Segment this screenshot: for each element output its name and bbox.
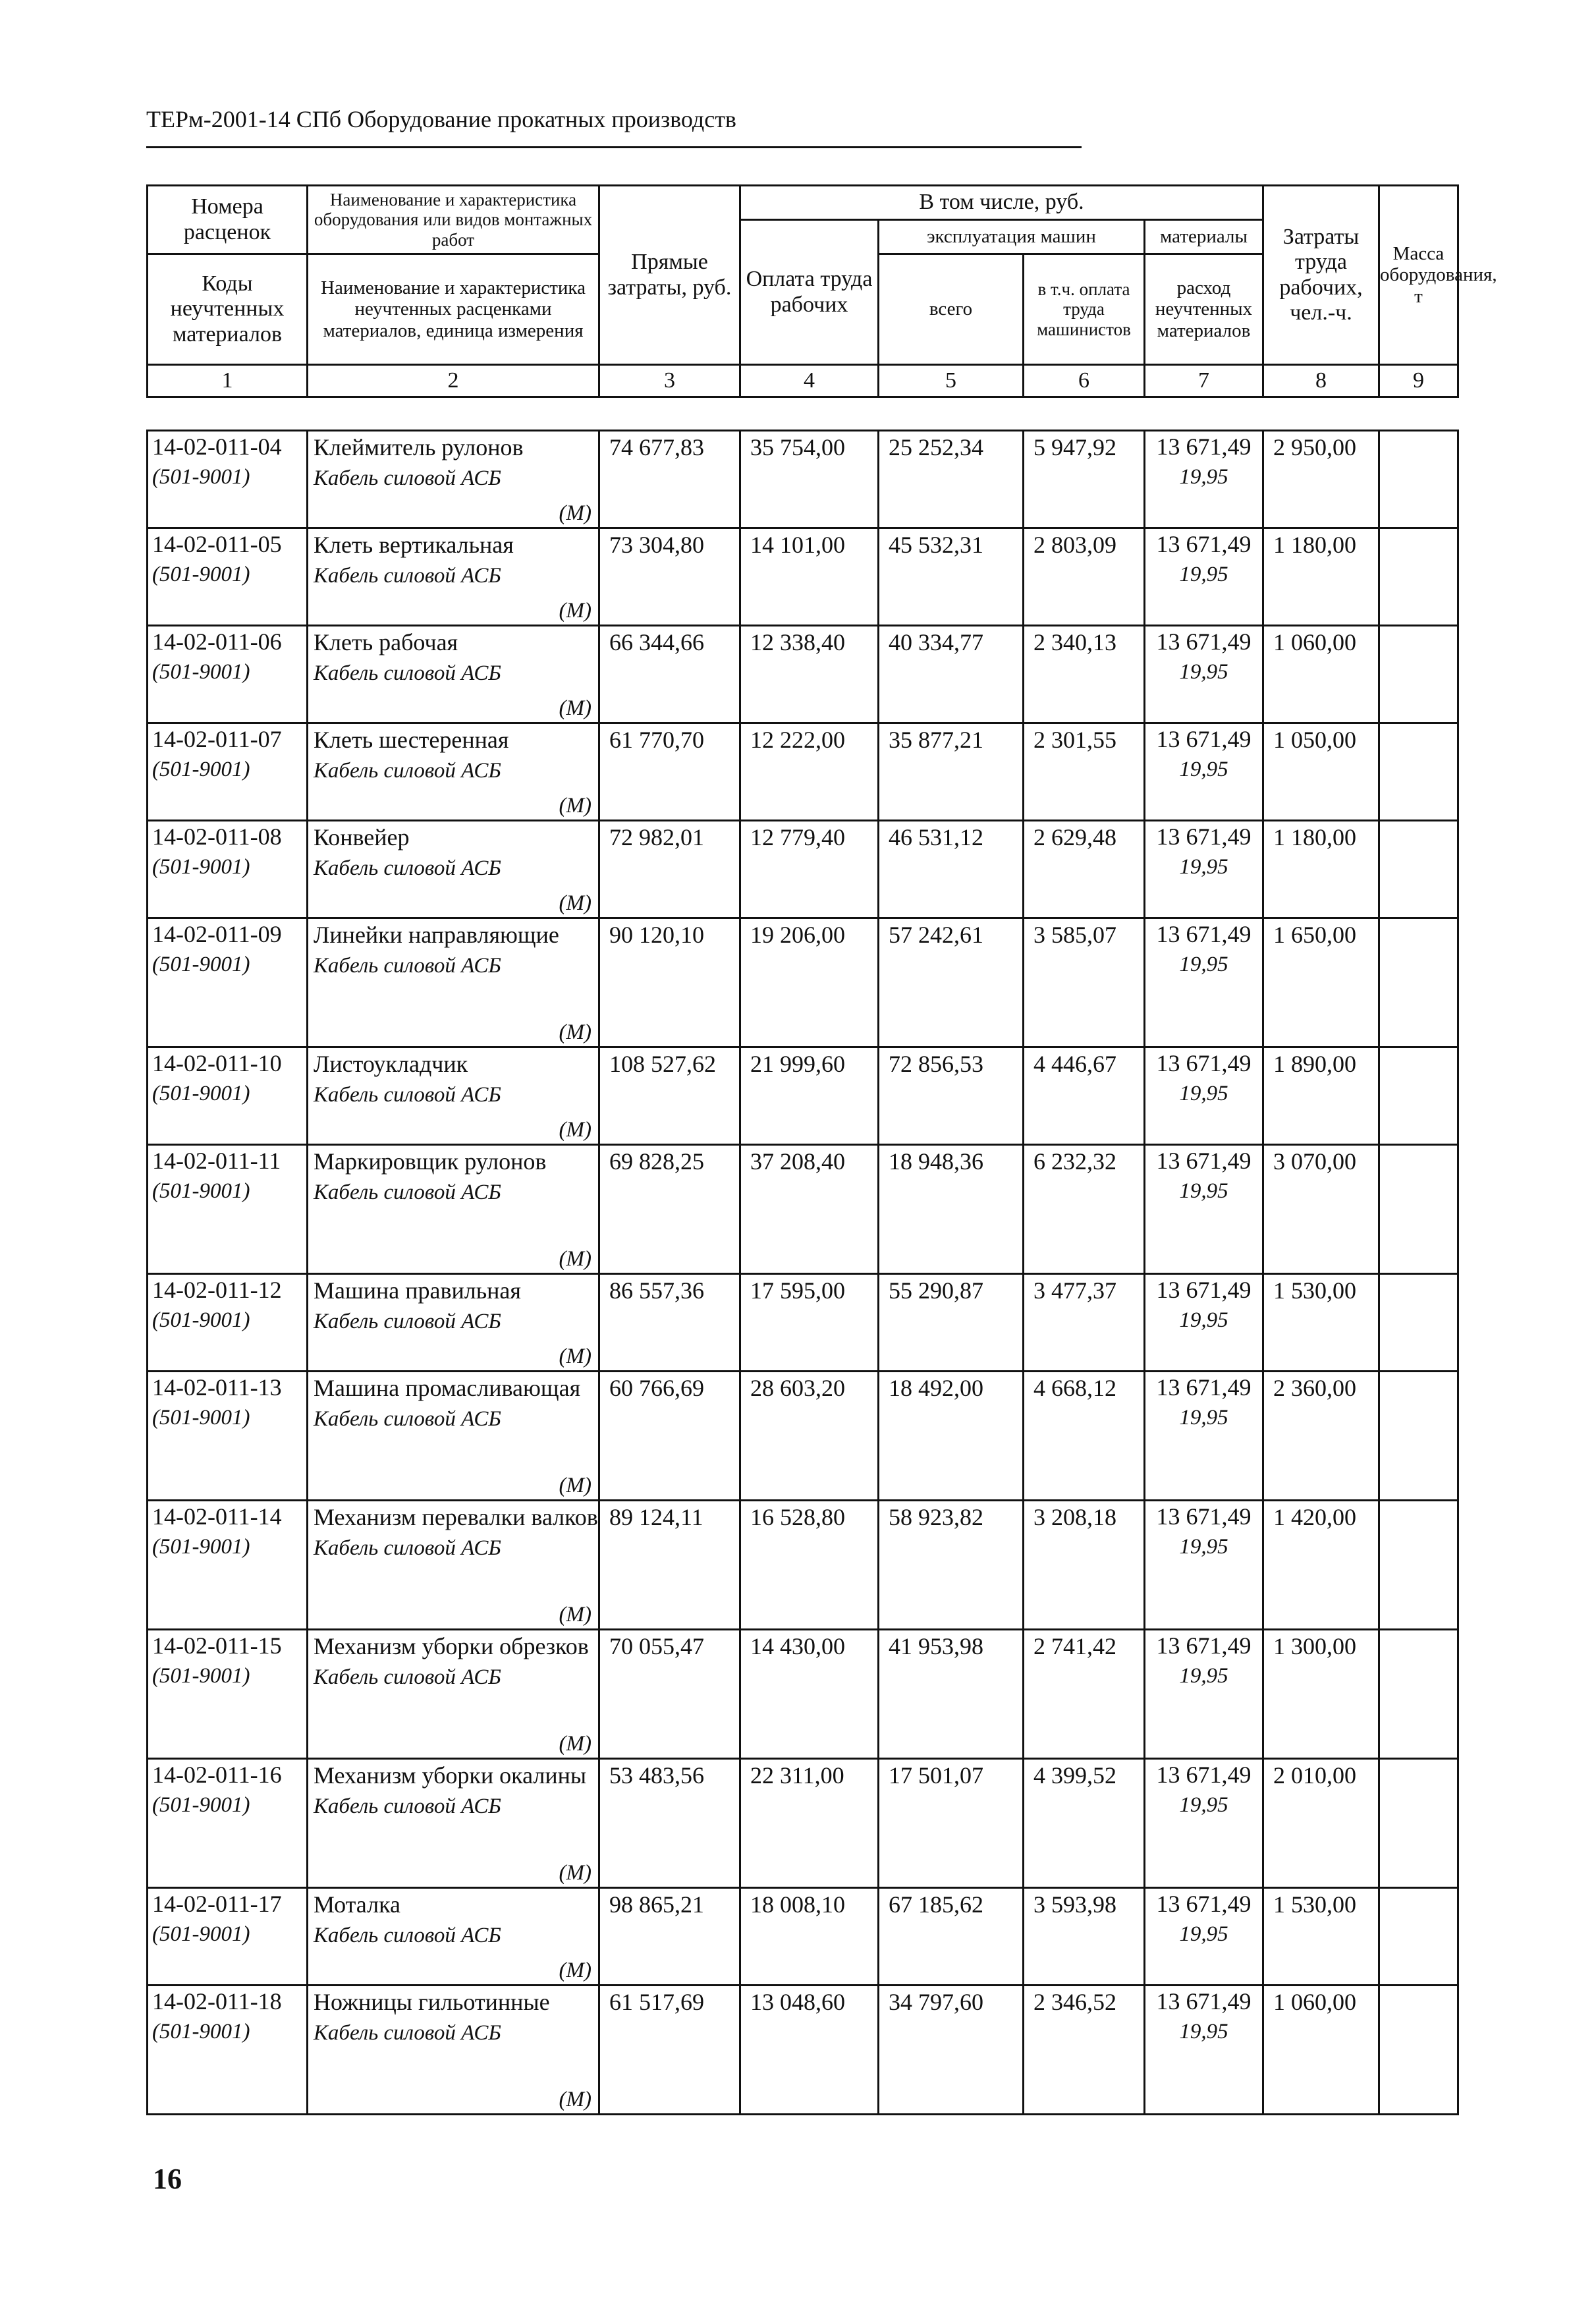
equipment-name: Механизм уборки обрезков xyxy=(314,1633,589,1659)
col-number: 2 xyxy=(308,365,599,397)
materials-cost: 13 671,49 xyxy=(1156,1632,1252,1659)
rate-code: 14-02-011-17 xyxy=(152,1891,282,1917)
rate-code-cell xyxy=(148,1759,308,1888)
header-machine-total: всего xyxy=(879,254,1024,365)
direct-costs: 60 766,69 xyxy=(599,1372,740,1501)
col-number: 1 xyxy=(148,365,308,397)
name-cell xyxy=(308,918,599,1047)
material-unit: (М) xyxy=(559,599,592,623)
machinist-pay: 2 741,42 xyxy=(1024,1630,1145,1759)
header-material-codes: Коды неучтенных материалов xyxy=(148,254,308,365)
material-quantity: 19,95 xyxy=(1179,1406,1228,1430)
material-name: Кабель силовой АСБ xyxy=(314,1665,501,1689)
workers-pay: 12 222,00 xyxy=(740,723,879,821)
materials-cost: 13 671,49 xyxy=(1156,1277,1252,1303)
table-row xyxy=(148,1145,1458,1274)
material-name: Кабель силовой АСБ xyxy=(314,1310,501,1333)
equipment-mass xyxy=(1379,1047,1458,1145)
workers-pay: 14 101,00 xyxy=(740,528,879,626)
table-row xyxy=(148,431,1458,528)
equipment-mass xyxy=(1379,1372,1458,1501)
material-unit: (М) xyxy=(559,1247,592,1271)
labor-hours: 1 060,00 xyxy=(1263,626,1379,723)
rate-code: 14-02-011-15 xyxy=(152,1632,282,1659)
header-equipment-mass: Масса оборудования, т xyxy=(1379,186,1458,365)
machine-total: 17 501,07 xyxy=(879,1759,1024,1888)
name-cell xyxy=(308,1759,599,1888)
materials-cell xyxy=(1145,1274,1263,1372)
material-code: (501-9001) xyxy=(152,758,250,781)
name-cell xyxy=(308,1888,599,1986)
direct-costs: 98 865,21 xyxy=(599,1888,740,1986)
table-row xyxy=(148,1888,1458,1986)
table-row xyxy=(148,1274,1458,1372)
direct-costs: 108 527,62 xyxy=(599,1047,740,1145)
table-row xyxy=(148,821,1458,918)
materials-cell xyxy=(1145,1145,1263,1274)
material-name: Кабель силовой АСБ xyxy=(314,1536,501,1560)
material-name: Кабель силовой АСБ xyxy=(314,661,501,685)
col-number: 3 xyxy=(599,365,740,397)
equipment-mass xyxy=(1379,431,1458,528)
col-number: 9 xyxy=(1379,365,1458,397)
materials-cell xyxy=(1145,1630,1263,1759)
equipment-name: Конвейер xyxy=(314,824,410,850)
workers-pay: 13 048,60 xyxy=(740,1986,879,2115)
direct-costs: 90 120,10 xyxy=(599,918,740,1047)
header-including: В том числе, руб. xyxy=(740,186,1263,220)
rate-code-cell xyxy=(148,918,308,1047)
labor-hours: 1 650,00 xyxy=(1263,918,1379,1047)
material-name: Кабель силовой АСБ xyxy=(314,2021,501,2045)
equipment-name: Маркировщик рулонов xyxy=(314,1148,547,1175)
material-quantity: 19,95 xyxy=(1179,758,1228,781)
name-cell xyxy=(308,1501,599,1630)
machinist-pay: 5 947,92 xyxy=(1024,431,1145,528)
col-number: 8 xyxy=(1263,365,1379,397)
table-header xyxy=(146,184,1497,398)
table-row xyxy=(148,1986,1458,2115)
direct-costs: 66 344,66 xyxy=(599,626,740,723)
direct-costs: 73 304,80 xyxy=(599,528,740,626)
equipment-name: Механизм перевалки валков xyxy=(314,1504,598,1530)
material-quantity: 19,95 xyxy=(1179,1535,1228,1559)
workers-pay: 22 311,00 xyxy=(740,1759,879,1888)
header-machine-operation: эксплуатация машин xyxy=(879,220,1145,254)
materials-cost: 13 671,49 xyxy=(1156,433,1252,460)
name-cell xyxy=(308,1145,599,1274)
equipment-mass xyxy=(1379,1274,1458,1372)
rate-code-cell xyxy=(148,1630,308,1759)
machinist-pay: 3 593,98 xyxy=(1024,1888,1145,1986)
materials-cell xyxy=(1145,528,1263,626)
machine-total: 55 290,87 xyxy=(879,1274,1024,1372)
material-code: (501-9001) xyxy=(152,465,250,489)
material-unit: (М) xyxy=(559,1861,592,1885)
materials-cell xyxy=(1145,918,1263,1047)
rate-code: 14-02-011-10 xyxy=(152,1050,282,1076)
header-material-names: Наименование и характеристика неучтенных расценками материалов, единица измерения xyxy=(308,254,599,365)
materials-cell xyxy=(1145,723,1263,821)
machinist-pay: 2 301,55 xyxy=(1024,723,1145,821)
workers-pay: 19 206,00 xyxy=(740,918,879,1047)
rate-code: 14-02-011-05 xyxy=(152,531,282,557)
material-quantity: 19,95 xyxy=(1179,1922,1228,1946)
table-row xyxy=(148,528,1458,626)
name-cell xyxy=(308,723,599,821)
equipment-name: Клеймитель рулонов xyxy=(314,434,524,460)
equipment-mass xyxy=(1379,1630,1458,1759)
machinist-pay: 4 399,52 xyxy=(1024,1759,1145,1888)
rate-code-cell xyxy=(148,1274,308,1372)
col-number: 6 xyxy=(1024,365,1145,397)
material-quantity: 19,95 xyxy=(1179,1308,1228,1332)
header-unaccounted-materials: расход неучтенных материалов xyxy=(1145,254,1263,365)
rate-code-cell xyxy=(148,1047,308,1145)
materials-cell xyxy=(1145,1047,1263,1145)
material-code: (501-9001) xyxy=(152,563,250,586)
material-name: Кабель силовой АСБ xyxy=(314,564,501,588)
materials-cost: 13 671,49 xyxy=(1156,1988,1252,2015)
workers-pay: 16 528,80 xyxy=(740,1501,879,1630)
equipment-name: Ножницы гильотинные xyxy=(314,1989,550,2015)
labor-hours: 2 010,00 xyxy=(1263,1759,1379,1888)
labor-hours: 1 530,00 xyxy=(1263,1888,1379,1986)
machine-total: 67 185,62 xyxy=(879,1888,1024,1986)
material-quantity: 19,95 xyxy=(1179,1179,1228,1203)
header-materials: материалы xyxy=(1145,220,1263,254)
machine-total: 45 532,31 xyxy=(879,528,1024,626)
equipment-name: Машина правильная xyxy=(314,1277,521,1304)
name-cell xyxy=(308,1372,599,1501)
workers-pay: 17 595,00 xyxy=(740,1274,879,1372)
material-quantity: 19,95 xyxy=(1179,1664,1228,1688)
materials-cell xyxy=(1145,1501,1263,1630)
materials-cell xyxy=(1145,1759,1263,1888)
name-cell xyxy=(308,626,599,723)
material-quantity: 19,95 xyxy=(1179,563,1228,586)
materials-cell xyxy=(1145,821,1263,918)
materials-cost: 13 671,49 xyxy=(1156,921,1252,947)
equipment-mass xyxy=(1379,1986,1458,2115)
material-unit: (М) xyxy=(559,1020,592,1044)
machinist-pay: 2 346,52 xyxy=(1024,1986,1145,2115)
equipment-name: Клеть вертикальная xyxy=(314,532,514,558)
labor-hours: 1 890,00 xyxy=(1263,1047,1379,1145)
machine-total: 35 877,21 xyxy=(879,723,1024,821)
machine-total: 25 252,34 xyxy=(879,431,1024,528)
material-unit: (М) xyxy=(559,501,592,525)
materials-cell xyxy=(1145,1372,1263,1501)
workers-pay: 12 338,40 xyxy=(740,626,879,723)
rate-code-cell xyxy=(148,1372,308,1501)
materials-cell xyxy=(1145,431,1263,528)
material-unit: (М) xyxy=(559,891,592,915)
materials-cost: 13 671,49 xyxy=(1156,1503,1252,1530)
workers-pay: 21 999,60 xyxy=(740,1047,879,1145)
machine-total: 41 953,98 xyxy=(879,1630,1024,1759)
title-rule xyxy=(146,146,1082,148)
header-direct-costs: Прямые затраты, руб. xyxy=(599,186,740,365)
page-number: 16 xyxy=(153,2163,182,2195)
material-quantity: 19,95 xyxy=(1179,465,1228,489)
table-row xyxy=(148,1372,1458,1501)
rate-code: 14-02-011-12 xyxy=(152,1277,282,1303)
materials-cell xyxy=(1145,1888,1263,1986)
name-cell xyxy=(308,431,599,528)
rate-code: 14-02-011-16 xyxy=(152,1762,282,1788)
name-cell xyxy=(308,1047,599,1145)
machine-total: 57 242,61 xyxy=(879,918,1024,1047)
machinist-pay: 3 585,07 xyxy=(1024,918,1145,1047)
rate-code: 14-02-011-13 xyxy=(152,1374,282,1401)
machinist-pay: 2 340,13 xyxy=(1024,626,1145,723)
labor-hours: 1 420,00 xyxy=(1263,1501,1379,1630)
equipment-mass xyxy=(1379,1501,1458,1630)
machine-total: 58 923,82 xyxy=(879,1501,1024,1630)
table-row xyxy=(148,626,1458,723)
machine-total: 40 334,77 xyxy=(879,626,1024,723)
direct-costs: 72 982,01 xyxy=(599,821,740,918)
labor-hours: 1 530,00 xyxy=(1263,1274,1379,1372)
materials-cost: 13 671,49 xyxy=(1156,1050,1252,1076)
materials-cell xyxy=(1145,626,1263,723)
workers-pay: 35 754,00 xyxy=(740,431,879,528)
rate-code: 14-02-011-07 xyxy=(152,726,282,752)
direct-costs: 69 828,25 xyxy=(599,1145,740,1274)
rate-code-cell xyxy=(148,723,308,821)
equipment-name: Моталка xyxy=(314,1891,400,1918)
machine-total: 18 492,00 xyxy=(879,1372,1024,1501)
material-name: Кабель силовой АСБ xyxy=(314,1181,501,1204)
machine-total: 34 797,60 xyxy=(879,1986,1024,2115)
rate-code-cell xyxy=(148,1888,308,1986)
header-workers-pay: Оплата труда рабочих xyxy=(740,220,879,365)
equipment-mass xyxy=(1379,528,1458,626)
direct-costs: 74 677,83 xyxy=(599,431,740,528)
equipment-name: Машина промасливающая xyxy=(314,1375,581,1401)
table-row xyxy=(148,918,1458,1047)
materials-cost: 13 671,49 xyxy=(1156,1374,1252,1401)
material-unit: (М) xyxy=(559,1959,592,1982)
header-labor-hours: Затраты труда рабочих, чел.-ч. xyxy=(1263,186,1379,365)
material-unit: (М) xyxy=(559,696,592,720)
workers-pay: 12 779,40 xyxy=(740,821,879,918)
material-code: (501-9001) xyxy=(152,2020,250,2043)
rate-code: 14-02-011-09 xyxy=(152,921,282,947)
labor-hours: 3 070,00 xyxy=(1263,1145,1379,1274)
name-cell xyxy=(308,1274,599,1372)
col-number: 7 xyxy=(1145,365,1263,397)
rate-code: 14-02-011-11 xyxy=(152,1148,281,1174)
labor-hours: 1 060,00 xyxy=(1263,1986,1379,2115)
material-unit: (М) xyxy=(559,1603,592,1626)
name-cell xyxy=(308,1986,599,2115)
rate-code: 14-02-011-06 xyxy=(152,628,282,655)
machinist-pay: 4 668,12 xyxy=(1024,1372,1145,1501)
machinist-pay: 2 629,48 xyxy=(1024,821,1145,918)
rate-code-cell xyxy=(148,1986,308,2115)
material-unit: (М) xyxy=(559,794,592,818)
rate-code: 14-02-011-08 xyxy=(152,823,282,850)
materials-cost: 13 671,49 xyxy=(1156,1762,1252,1788)
material-unit: (М) xyxy=(559,1474,592,1497)
machine-total: 46 531,12 xyxy=(879,821,1024,918)
rate-code-cell xyxy=(148,431,308,528)
rate-code: 14-02-011-04 xyxy=(152,433,282,460)
material-quantity: 19,95 xyxy=(1179,2020,1228,2043)
header-rate-numbers: Номера расценок xyxy=(148,186,308,254)
labor-hours: 1 050,00 xyxy=(1263,723,1379,821)
labor-hours: 2 360,00 xyxy=(1263,1372,1379,1501)
material-name: Кабель силовой АСБ xyxy=(314,1407,501,1431)
machine-total: 72 856,53 xyxy=(879,1047,1024,1145)
material-code: (501-9001) xyxy=(152,855,250,879)
equipment-mass xyxy=(1379,1759,1458,1888)
equipment-mass xyxy=(1379,723,1458,821)
materials-cost: 13 671,49 xyxy=(1156,823,1252,850)
rate-code-cell xyxy=(148,1145,308,1274)
equipment-name: Механизм уборки окалины xyxy=(314,1762,587,1789)
material-unit: (М) xyxy=(559,2088,592,2111)
table-row xyxy=(148,1630,1458,1759)
material-quantity: 19,95 xyxy=(1179,1082,1228,1105)
rate-code-cell xyxy=(148,528,308,626)
equipment-name: Клеть рабочая xyxy=(314,629,458,655)
material-code: (501-9001) xyxy=(152,1179,250,1203)
materials-cost: 13 671,49 xyxy=(1156,531,1252,557)
equipment-mass xyxy=(1379,1888,1458,1986)
rate-code: 14-02-011-14 xyxy=(152,1503,282,1530)
material-unit: (М) xyxy=(559,1732,592,1756)
material-quantity: 19,95 xyxy=(1179,660,1228,684)
header-machinist-pay: в т.ч. оплата труда машинистов xyxy=(1024,254,1145,365)
workers-pay: 37 208,40 xyxy=(740,1145,879,1274)
equipment-mass xyxy=(1379,1145,1458,1274)
labor-hours: 2 950,00 xyxy=(1263,431,1379,528)
material-name: Кабель силовой АСБ xyxy=(314,1083,501,1107)
material-code: (501-9001) xyxy=(152,1535,250,1559)
material-name: Кабель силовой АСБ xyxy=(314,954,501,978)
material-unit: (М) xyxy=(559,1345,592,1368)
material-name: Кабель силовой АСБ xyxy=(314,1794,501,1818)
material-quantity: 19,95 xyxy=(1179,1793,1228,1817)
table-row xyxy=(148,723,1458,821)
direct-costs: 70 055,47 xyxy=(599,1630,740,1759)
equipment-mass xyxy=(1379,918,1458,1047)
rate-code-cell xyxy=(148,1501,308,1630)
direct-costs: 61 770,70 xyxy=(599,723,740,821)
material-code: (501-9001) xyxy=(152,1664,250,1688)
workers-pay: 14 430,00 xyxy=(740,1630,879,1759)
material-name: Кабель силовой АСБ xyxy=(314,759,501,783)
machinist-pay: 3 208,18 xyxy=(1024,1501,1145,1630)
machinist-pay: 6 232,32 xyxy=(1024,1145,1145,1274)
labor-hours: 1 300,00 xyxy=(1263,1630,1379,1759)
material-code: (501-9001) xyxy=(152,1406,250,1430)
material-name: Кабель силовой АСБ xyxy=(314,1924,501,1947)
workers-pay: 28 603,20 xyxy=(740,1372,879,1501)
materials-cost: 13 671,49 xyxy=(1156,1148,1252,1174)
direct-costs: 53 483,56 xyxy=(599,1759,740,1888)
material-code: (501-9001) xyxy=(152,1308,250,1332)
materials-cost: 13 671,49 xyxy=(1156,726,1252,752)
material-quantity: 19,95 xyxy=(1179,855,1228,879)
material-quantity: 19,95 xyxy=(1179,953,1228,976)
col-number: 4 xyxy=(740,365,879,397)
rate-code-cell xyxy=(148,821,308,918)
name-cell xyxy=(308,821,599,918)
labor-hours: 1 180,00 xyxy=(1263,528,1379,626)
machinist-pay: 2 803,09 xyxy=(1024,528,1145,626)
material-code: (501-9001) xyxy=(152,1922,250,1946)
equipment-name: Клеть шестеренная xyxy=(314,727,509,753)
materials-cell xyxy=(1145,1986,1263,2115)
direct-costs: 89 124,11 xyxy=(599,1501,740,1630)
material-code: (501-9001) xyxy=(152,1793,250,1817)
equipment-name: Листоукладчик xyxy=(314,1051,468,1077)
page-title: ТЕРм-2001-14 СПб Оборудование прокатных производств xyxy=(146,106,736,132)
material-code: (501-9001) xyxy=(152,953,250,976)
equipment-name: Линейки направляющие xyxy=(314,922,559,948)
rates-table xyxy=(146,430,1459,2115)
header-equipment-name: Наименование и характеристика оборудования или видов монтажных работ xyxy=(308,186,599,254)
name-cell xyxy=(308,1630,599,1759)
direct-costs: 86 557,36 xyxy=(599,1274,740,1372)
table-row xyxy=(148,1759,1458,1888)
table-row xyxy=(148,1047,1458,1145)
machinist-pay: 4 446,67 xyxy=(1024,1047,1145,1145)
workers-pay: 18 008,10 xyxy=(740,1888,879,1986)
machinist-pay: 3 477,37 xyxy=(1024,1274,1145,1372)
materials-cost: 13 671,49 xyxy=(1156,1891,1252,1917)
material-name: Кабель силовой АСБ xyxy=(314,466,501,490)
material-name: Кабель силовой АСБ xyxy=(314,856,501,880)
name-cell xyxy=(308,528,599,626)
col-number: 5 xyxy=(879,365,1024,397)
direct-costs: 61 517,69 xyxy=(599,1986,740,2115)
materials-cost: 13 671,49 xyxy=(1156,628,1252,655)
material-code: (501-9001) xyxy=(152,1082,250,1105)
table-row xyxy=(148,1501,1458,1630)
rate-code-cell xyxy=(148,626,308,723)
equipment-mass xyxy=(1379,626,1458,723)
material-code: (501-9001) xyxy=(152,660,250,684)
material-unit: (М) xyxy=(559,1118,592,1142)
rate-code: 14-02-011-18 xyxy=(152,1988,282,2015)
labor-hours: 1 180,00 xyxy=(1263,821,1379,918)
equipment-mass xyxy=(1379,821,1458,918)
machine-total: 18 948,36 xyxy=(879,1145,1024,1274)
